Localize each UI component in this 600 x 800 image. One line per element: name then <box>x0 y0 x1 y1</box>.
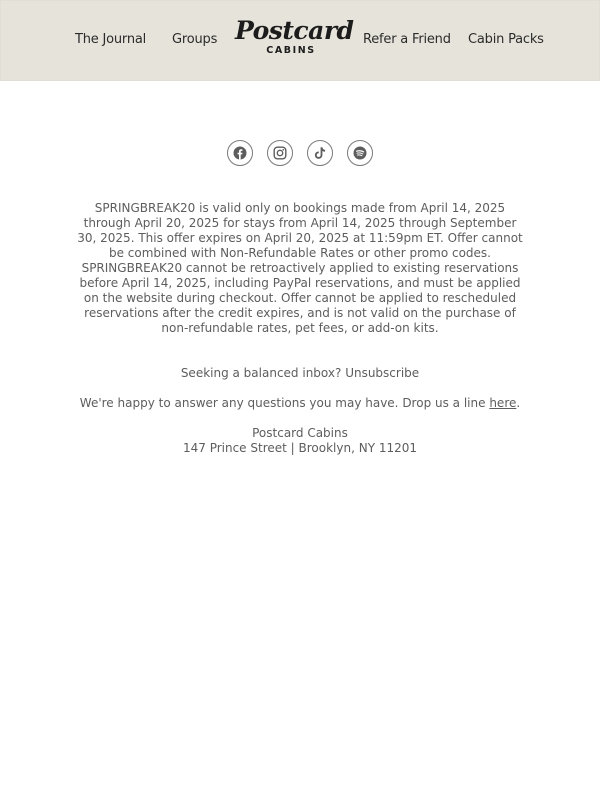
tiktok-icon <box>313 146 327 160</box>
unsubscribe-link[interactable]: Unsubscribe <box>345 366 420 380</box>
contact-text: We're happy to answer any questions you may have. Drop us a line <box>79 396 486 410</box>
logo-subtitle: CABINS <box>266 45 316 56</box>
facebook-icon <box>233 146 247 160</box>
unsubscribe-line <box>75 366 525 381</box>
footer <box>75 201 525 456</box>
contact-here-link[interactable]: here <box>489 396 517 410</box>
company-info <box>75 426 525 456</box>
postcard-cabins-logo[interactable] <box>235 16 354 65</box>
contact-line <box>75 396 525 411</box>
contact-suffix: . <box>516 396 521 410</box>
instagram-icon <box>273 146 287 160</box>
spotify-icon <box>353 146 367 160</box>
header-nav <box>0 0 600 81</box>
promo-disclaimer: SPRINGBREAK20 is valid only on bookings made from April 14, 2025 through April 20, 2025 for stays from April 14, 2025 through September 30, 2025. This offer expires on April 20, 2025 at 11:59pm ET. Offer cannot be combined with Non-Refundable Rates or other promo codes. SPRINGBREAK20 cannot be retroactively applied to existing reservations before April 14, 2025, including PayPal reservations, and must be applied on the website during checkout. Offer cannot be applied to rescheduled reservations after the credit expires, and is not valid on the purchase of non-refundable rates, pet fees, or add-on kits. <box>77 201 523 335</box>
nav-link-cabin-packs[interactable]: Cabin Packs <box>468 32 544 47</box>
logo-wordmark: Postcard <box>235 16 354 45</box>
nav-link-journal[interactable]: The Journal <box>75 32 147 47</box>
tiktok-button[interactable] <box>307 140 333 166</box>
spotify-button[interactable] <box>347 140 373 166</box>
unsubscribe-prefix: Seeking a balanced inbox? <box>180 366 342 380</box>
nav-link-groups[interactable]: Groups <box>172 32 218 47</box>
instagram-button[interactable] <box>267 140 293 166</box>
company-address: 147 Prince Street | Brooklyn, NY 11201 <box>182 441 418 455</box>
company-name: Postcard Cabins <box>252 426 348 440</box>
facebook-button[interactable] <box>227 140 253 166</box>
nav-link-refer-a-friend[interactable]: Refer a Friend <box>363 32 451 47</box>
social-links <box>0 140 600 166</box>
